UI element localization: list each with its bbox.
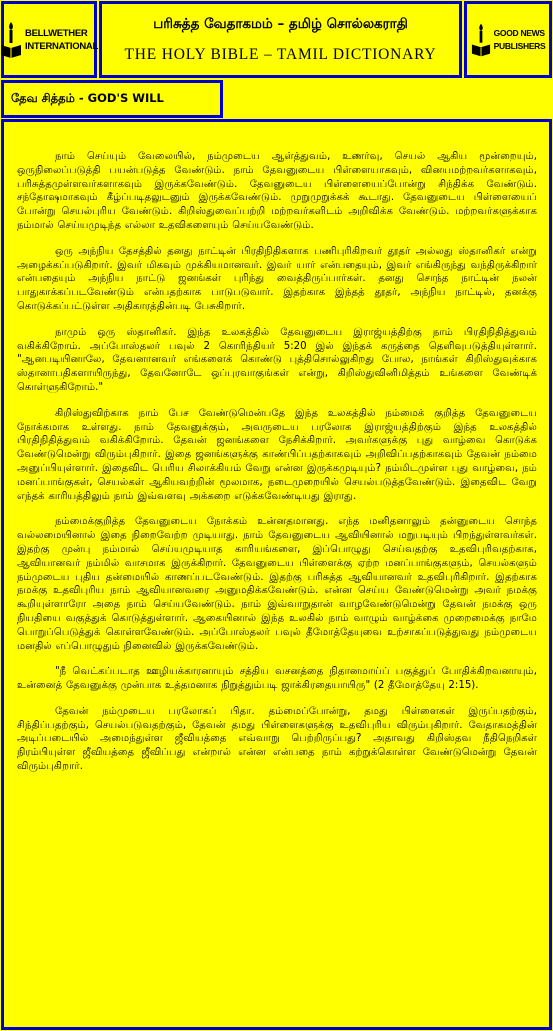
entry-content [1,119,552,1030]
title-tamil: பரிசுத்த வேதாகமம் – தமிழ் சொல்லகராதி [153,16,408,32]
paragraph-7: தேவன் நம்முடைய பரலோகப் பிதா. தம்மைப்போன்று, தமது பிள்ளைகள் இருப்பதற்கும், சிந்திப்பதற்கும், செயல்படுவதற்கும், தேவன் தமது பிள்ளைகளுக்கு உதவிபுரிய விரும்புகிறார். வேதாகமத்தின் அடிப்படையில் அமைந்துள்ள ஜீவியத்தை எவ்வாறு பெற்றிருப்பது? அதாவது கிறிஸ்தவ நீதிநெறிகள் நிரம்பியுள்ள ஜீவியத்தை ஜீவிப்பது என்றால் என்ன என்பதை நாம் கற்றுக்கொள்ள வேண்டுமென்று தேவன் விரும்புகிறார். [17,705,537,773]
book-candle-icon [471,21,491,59]
logo-right-line1: GOOD NEWS [493,27,545,38]
title-banner [99,1,462,78]
paragraph-2: ஒரு அந்நிய தேசத்தில் தனது நாட்டின் பிரதிநிதிகளாக பணிபுரிகிறவர் தூதர் அல்லது ஸ்தானிகர் என்று அழைக்கப்படுகிறார். இவர் மிகவும் முக்கியமானவர். இவர் யார் என்பதையும், இவர் எங்கிருந்து வந்திருக்கிறார் என்பதையும் அந்நிய நாட்டு ஜனங்கள் புரிந்து வைத்திருப்பார்கள். தனது சொந்த நாட்டின் நலன் பாதுகாக்கப்படவேண்டும் என்பதற்காக பாடுபடுவார். இதற்காக இந்தத் தூதர், அந்நிய நாட்டில், தனக்கு கொடுக்கப்பட்டுள்ள அதிகாரத்தின்படி பேசுகிறார். [17,245,537,312]
paragraph-1: நாம் செய்யும் வேலையில், நம்முடைய ஆள்த்துவம், உணர்வு, செயல் ஆகிய மூன்றையும், ஒருநிலைப்படுத்தி பயன்படுத்த வேண்டும். நாம் தேவனுடைய பிள்ளையாகவும், வினயமற்றவர்களாகவும், பரிசுத்தமுள்ளவர்களாகவும் இருக்கவேண்டும். தேவனுடைய பிள்ளையைப்போன்று சிந்திக்க வேண்டும். சந்தோஷமாகவும் கீழ்ப்படிதலுடனும் இருக்கவேண்டும். முறுமுறுக்கக் கூடாது. தேவனுடைய பிள்ளையைப் போன்று செயல்புரிய வேண்டும். கிறிஸ்துவைப்பற்றி மற்றவர்களிடம் அறிவிக்க வேண்டும். மற்றவர்களுக்காக நம்மால் செய்யமுடிந்த எல்லா உதவிகளையும் செய்யவேண்டும். [17,151,537,231]
entry-heading-box [1,80,223,118]
bellwether-logo [1,1,97,78]
good-news-logo [464,1,552,78]
paragraph-5: நம்மைக்குறித்த தேவனுடைய நோக்கம் உன்னதமானது. எந்த மனிதனாலும் தன்னுடைய சொந்த வல்லமையினால் இதை நிறைவேற்ற முடியாது. நாம் தேவனுடைய ஆவியினால் மறுபடியும் பிறந்துள்ளவர்கள். இதற்கு முன்பு நம்மால் செய்யமுடியாத காரியங்களை, இப்பொழுது செய்வதற்கு உதவிபுரிவதற்காக, ஆவியானவர் நம்மில் வாசமாக இருக்கிறார். தேவனுடைய பிள்ளைக்கு ஏற்ற மனப்பாங்குகளும், செயல்களும் நம்முடைய புதிய தன்மையில் காணப்படவேண்டும். இதற்கு பரிசுத்த ஆவியானவர் உதவிபுரிகிறார். இதற்காக நமக்கு உதவிபுரிய நாம் ஆவியானவரை அனுமதிக்கவேண்டும். என்ன செய்ய வேண்டுமென்று அவர் நமக்கு கூறியுள்ளாரோ அதை நாம் செய்யவேண்டும். நாம் இவ்வாறுதான் வாழவேண்டுமென்று தேவன் நமக்கு ஒரு நியதியை வகுத்துக் கொடுத்துள்ளார். ஆகையினால் இந்த உலகில் நாம் வாழும் வாழ்க்கை முறைமைக்கு நாமே பொறுப்பெடுத்துக் கொள்ளவேண்டும். அப்போஸ்தலர் பவுல் தீமோத்தேயுவை உற்சாகப்படுத்துவது நம்முடைய மனதில் எப்பொழுதும் நினைவில் இருக்கவேண்டும். [17,516,537,652]
logo-left-line1: BELLWETHER [25,27,88,39]
logo-right-line2: PUBLISHERS [493,40,546,51]
book-candle-icon [0,21,22,59]
entry-heading: தேவ சித்தம் - GOD'S WILL [11,91,164,105]
paragraph-4: கிறிஸ்துவிற்காக நாம் பேச வேண்டுமென்பதே இந்த உலகத்தில் நம்மைக் குறித்த தேவனுடைய நோக்கமாக உள்ளது. நாம் தேவனுக்கும், அவருடைய பரலோக இராஜ்யத்திற்கும் இந்த உலகத்தில் பிரதிநிதித்துவம் வகிக்கிறோம். தேவன் ஜனங்களை நேசிக்கிறார். அவர்களுக்கு புது வாழ்வை கொடுக்க வேண்டுமென்று விரும்புகிறார். இதை ஜனங்களுக்கு காண்பிப்பதற்காகவும் அறிவிப்பதற்காகவும் தேவன் நம்மை அனுப்பியுள்ளார். இதைவிட பெரிய சிலாக்கியம் வேறு என்ன இருக்கமுடியும்? நம்மிடமுள்ள புது வாழ்வை, நம் மனப்பாங்குகள், செயல்கள் ஆகியவற்றின் மூலமாக, நடைமுறையில் செயல்படுத்தவேண்டும். இதைவிட வேறு எந்தக் காரியத்திலும் நாம் இவ்வளவு அக்கறை எடுக்கவேண்டியது இராது. [17,407,537,502]
logo-left-line2: INTERNATIONAL [25,40,98,52]
title-english: THE HOLY BIBLE – TAMIL DICTIONARY [124,46,437,63]
paragraph-3: நாமும் ஒரு ஸ்தானிகர். இந்த உலகத்தில் தேவனுடைய இராஜ்யத்திற்கு நாம் பிரதிநிதித்துவம் வகிக்கிறோம். அப்போஸ்தலர் பவுல் 2 கொரிந்தியர் 5:20 இல் இந்தக் கருத்தை தெளிவுபடுத்தியுள்ளார். "ஆனபடியினாலே, தேவனானவர் எங்களைக் கொண்டு புத்திசொல்லுகிறது போல, நாங்கள் கிறிஸ்துவுக்காக ஸ்தானாபதிகளாயிருந்து, தேவனோடே ஒப்புரவாகுங்கள் என்று, கிறிஸ்துவினிமித்தம் உங்களை வேண்டிக் கொள்ளுகிறோம்." [17,326,537,393]
scripture-quote: "நீ வெட்கப்படாத ஊழியக்காரனாயும் சத்திய வசனத்தை நிதானமாய்ப் பகுத்துப் போதிக்கிறவனாயும், உன்னைத் தேவனுக்கு முன்பாக உத்தமனாக நிறுத்தும்படி ஜாக்கிரதையாயிரு" (2 தீமோத்தேயு 2:15). [17,666,537,692]
